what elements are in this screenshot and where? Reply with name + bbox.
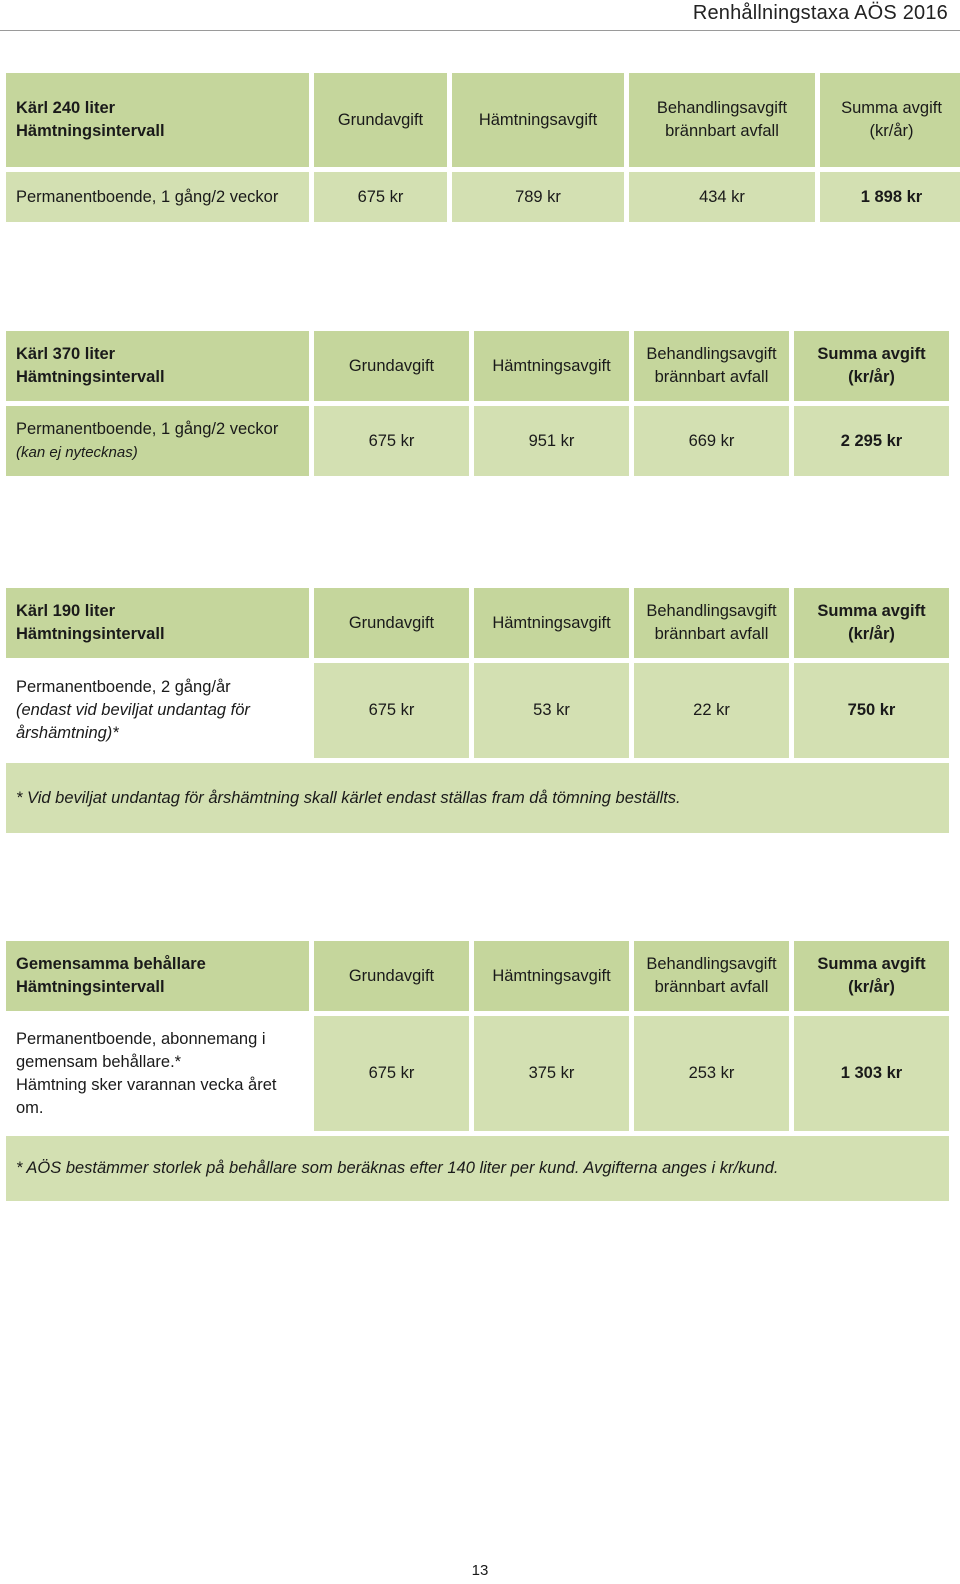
column-header-behandlingsavgift: Behandlingsavgift brännbart avfall (634, 588, 789, 658)
column-header-hamtningsavgift: Hämtningsavgift (452, 73, 624, 167)
table-title-cell: Kärl 190 liter Hämtningsintervall (6, 588, 309, 658)
page-number: 13 (471, 1562, 489, 1579)
column-header-hamtningsavgift: Hämtningsavgift (474, 941, 629, 1011)
column-header-hamtningsavgift: Hämtningsavgift (474, 331, 629, 401)
column-header-behandlingsavgift: Behandlingsavgift brännbart avfall (629, 73, 815, 167)
column-header-summa: Summa avgift (kr/år) (794, 941, 949, 1011)
cell-behandlingsavgift: 253 kr (634, 1016, 789, 1131)
column-header-behandlingsavgift: Behandlingsavgift brännbart avfall (634, 941, 789, 1011)
table-row (6, 1016, 949, 1131)
table-header-row (6, 588, 949, 658)
table-header-row (6, 941, 949, 1011)
fee-table-gemensamma-behallare (1, 936, 954, 1206)
fee-table-karl-370 (1, 326, 954, 481)
cell-summa: 2 295 kr (794, 406, 949, 476)
column-header-grundavgift: Grundavgift (314, 331, 469, 401)
column-header-grundavgift: Grundavgift (314, 73, 447, 167)
column-header-summa: Summa avgift (kr/år) (820, 73, 960, 167)
cell-hamtningsavgift: 951 kr (474, 406, 629, 476)
fee-table-karl-190 (1, 583, 954, 838)
page-header (0, 0, 960, 31)
table-row (6, 406, 949, 476)
footnote: * Vid beviljat undantag för årshämtning skall kärlet endast ställas fram då tömning beställts. (6, 763, 949, 833)
table-header-row (6, 331, 949, 401)
document-title: Renhållningstaxa AÖS 2016 (692, 2, 948, 24)
cell-summa: 1 303 kr (794, 1016, 949, 1131)
table-row (6, 663, 949, 758)
cell-grundavgift: 675 kr (314, 663, 469, 758)
table-title-cell: Kärl 240 liter Hämtningsintervall (6, 73, 309, 167)
column-header-grundavgift: Grundavgift (314, 588, 469, 658)
table-header-row (6, 73, 960, 167)
cell-hamtningsavgift: 789 kr (452, 172, 624, 222)
cell-grundavgift: 675 kr (314, 1016, 469, 1131)
row-label: Permanentboende, abonnemang i gemensam behållare.* Hämtning sker varannan vecka året om. (6, 1016, 309, 1131)
cell-grundavgift: 675 kr (314, 172, 447, 222)
cell-summa: 750 kr (794, 663, 949, 758)
fee-table-karl-240 (1, 68, 960, 227)
column-header-summa: Summa avgift (kr/år) (794, 588, 949, 658)
column-header-hamtningsavgift: Hämtningsavgift (474, 588, 629, 658)
table-note-row (6, 1136, 949, 1201)
column-header-grundavgift: Grundavgift (314, 941, 469, 1011)
cell-grundavgift: 675 kr (314, 406, 469, 476)
cell-behandlingsavgift: 434 kr (629, 172, 815, 222)
cell-hamtningsavgift: 375 kr (474, 1016, 629, 1131)
table-title-cell: Gemensamma behållare Hämtningsintervall (6, 941, 309, 1011)
cell-behandlingsavgift: 669 kr (634, 406, 789, 476)
cell-behandlingsavgift: 22 kr (634, 663, 789, 758)
table-title-cell: Kärl 370 liter Hämtningsintervall (6, 331, 309, 401)
footnote: * AÖS bestämmer storlek på behållare som beräknas efter 140 liter per kund. Avgifterna anges i kr/kund. (6, 1136, 949, 1201)
row-label: Permanentboende, 2 gång/år (endast vid beviljat undantag för årshämtning)* (6, 663, 309, 758)
row-label: Permanentboende, 1 gång/2 veckor (6, 172, 309, 222)
cell-summa: 1 898 kr (820, 172, 960, 222)
cell-hamtningsavgift: 53 kr (474, 663, 629, 758)
column-header-behandlingsavgift: Behandlingsavgift brännbart avfall (634, 331, 789, 401)
row-label: Permanentboende, 1 gång/2 veckor (kan ej nytecknas) (6, 406, 309, 476)
table-row (6, 172, 960, 222)
table-note-row (6, 763, 949, 833)
column-header-summa: Summa avgift (kr/år) (794, 331, 949, 401)
